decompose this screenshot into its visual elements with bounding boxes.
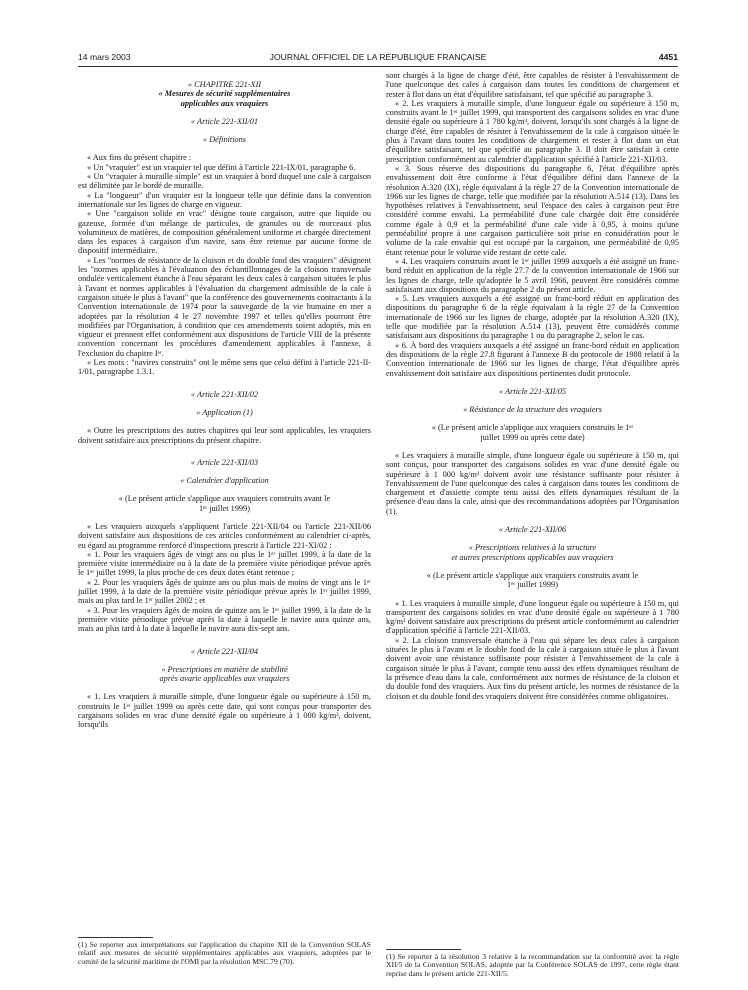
header-title: JOURNAL OFFICIEL DE LA RÉPUBLIQUE FRANÇAISE xyxy=(269,52,487,62)
footnote: (1) Se reporter aux interprétations sur l'application du chapitre XII de la Convention SOLAS relatif aux mesures de sécurité supplémentaires applicables aux vraquiers, adoptées par le comité de la sécurité maritime de l'OMI par la résolution MSC.79 (70). xyxy=(78,940,371,966)
paragraph: « 2. Pour les vraquiers âgés de quinze ans ou plus mais de moins de vingt ans le 1ᵉʳ juillet 1999, à la date de la première visite périodique prévue après le 1ᵉʳ juillet 1999, mais au plus tard le 1ᵉʳ juillet 2002 ; et xyxy=(78,577,371,606)
right-column xyxy=(386,71,679,701)
paragraph: « Les vraquiers à muraille simple, d'une longueur égale ou supérieure à 150 m, qui sont conçus, pour transporter des cargaisons solides en vrac d'une densité égale ou supérieure à 1 000 kg/m³ doivent avoir une résistance suffisante pour résister à l'envahissement de l'une quelconque des cales à cargaison dans toutes les conditions de chargement et d'assiette compte tenu aussi des effets dynamiques résultant de la présence d'eau dans la cale, ainsi que des recommandations adoptées par l'Organisation (1). xyxy=(386,450,679,516)
paragraph: « La "longueur" d'un vraquier est la longueur telle que définie dans la convention internationale sur les lignes de charge en vigueur. xyxy=(78,190,371,209)
article-heading: « Article 221-XII/02 xyxy=(190,389,259,399)
paragraph: « 6. À bord des vraquiers auxquels a été assigné un franc-bord réduit en application des dispositions de la règle 27.8 figurant à l'annexe B du protocole de 1988 relatif à la Convention internationale de 1966 sur les lignes de charge, l'état d'équilibre après envahissement doit satisfaire aux dispositions pertinentes dudit protocole. xyxy=(386,340,679,378)
article-subtitle: « Calendrier d'application xyxy=(180,476,269,486)
header-page-number: 4451 xyxy=(658,52,678,62)
paragraph: « Les vraquiers auxquels s'appliquent l'article 221-XII/04 ou l'article 221-XII/06 doivent satisfaire aux dispositions de ces articles conformément au calendrier ci-après, eu égard au programme renforcé d'inspections prescrit à l'article 221-XI/02 : xyxy=(78,521,371,550)
paragraph: « 3. Sous réserve des dispositions du paragraphe 6, l'état d'équilibre après envahissement doit être conforme à l'état d'équilibre défini dans l'annexe de la résolution A.320 (IX), règle équivalant à la règle 27 de la Convention internationale de 1966 sur les lignes de charge, telle que modifiée par la résolution A.514 (13). Dans les hypothèses relatives à l'envahissement, seul l'espace des cales à cargaison peut être considéré comme envahi. La perméabilité d'une cale chargée doit être considérée comme égale à 0,9 et la perméabilité d'une cale vide à 0,95, à moins qu'une perméabilité propre à une cargaison particulière soit prise en considération pour le volume de la cale envahie qui est occupé par la cargaison, une perméabilité de 0,95 étant retenue pour le volume vide restant de cette cale. xyxy=(386,163,679,257)
article-subtitle: après avarie applicables aux vraquiers xyxy=(159,674,290,684)
article-heading: « Article 221-XII/04 xyxy=(190,646,259,656)
application-note: « (Le présent article s'applique aux vraquiers construits le 1ᵉʳ juillet 1999 ou après cette date) xyxy=(431,423,634,442)
page-header xyxy=(78,52,678,66)
paragraph: « Un "vraquier à muraille simple" est un vraquier à bord duquel une cale à cargaison est délimitée par le bordé de muraille. xyxy=(78,172,371,191)
footnote: (1) Se reporter à la résolution 3 relative à la recommandation sur la conformité avec la règle XII/5 de la Convention SOLAS, adoptée par la Conférence SOLAS de 1997, cette règle étant reprise dans le présent article 221-XII/5. xyxy=(386,952,679,978)
header-date: 14 mars 2003 xyxy=(78,52,131,62)
application-note: « (Le présent article s'applique aux vraquiers construits avant le 1ᵉʳ juillet 1999) xyxy=(426,570,639,590)
paragraph: « 1. Les vraquiers à muraille simple, d'une longueur égale ou supérieure à 150 m, qui transportent des cargaisons solides en vrac d'une densité égale ou supérieure à 1 780 kg/m³ doivent satisfaire aux prescriptions du présent article conformément au calendrier d'application spécifié à l'article 221-XII/03. xyxy=(386,598,679,636)
paragraph: « 1. Les vraquiers à muraille simple, d'une longueur égale ou supérieure à 150 m, construits le 1ᵉʳ juillet 1999 ou après cette date, qui sont conçus pour transporter des cargaisons solides en vrac d'une densité égale ou supérieure à 1 000 kg/m³, doivent, lorsqu'ils xyxy=(78,692,371,730)
paragraph: « Aux fins du présent chapitre : xyxy=(87,153,192,163)
chapter-subtitle: applicables aux vraquiers xyxy=(180,98,269,108)
paragraph: « Les mots : "navires construits" ont le même sens que celui défini à l'article 221-II-1/01, paragraphe 1.3.1. xyxy=(78,358,371,377)
article-heading: « Article 221-XII/06 xyxy=(498,525,567,535)
footnote-rule xyxy=(78,937,153,938)
paragraph: « 2. La cloison transversale étanche à l'eau qui sépare les deux cales à cargaison situées le plus à l'avant et le double fond de la cale à cargaison située le plus à l'avant doivent avoir une résistance suffisante pour résister à l'envahissement de la cale à cargaison située le plus à l'avant, compte tenu aussi des effets dynamiques résultant de la présence d'eau dans la cale, conformément aux normes de résistance de la cloison et du double fond des vraquiers. Aux fins du présent article, les normes de résistance de la cloison et du double fond des vraquiers doivent être considérées comme obligatoires. xyxy=(386,635,679,701)
article-subtitle: « Résistance de la structure des vraquiers xyxy=(463,405,602,415)
left-column xyxy=(78,71,371,730)
article-subtitle: « Prescriptions en matière de stabilité xyxy=(161,664,288,674)
paragraph: « 5. Les vraquiers auxquels a été assigné un franc-bord réduit en application des dispositions du paragraphe 6 de la règle équivalant à la règle 27 de la Convention internationale de 1966 sur les lignes de charge, adoptée par la résolution A.320 (IX), telle que modifiée par la résolution A.514 (13), peuvent être considérés comme satisfaisant aux dispositions du paragraphe 1 ou du paragraphe 2, selon le cas. xyxy=(386,294,679,341)
paragraph: « Les "normes de résistance de la cloison et du double fond des vraquiers" désignent les "normes applicables à l'évaluation des échantillonnages de la cloison transversale ondulée verticalement étanche à l'eau séparant les deux cales à cargaison situées le plus à l'avant et normes applicables à l'évaluation du chargement admissible de la cale à cargaison située le plus à l'avant" que la conférence des gouvernements contractants à la Convention internationale de 1974 pour la sauvegarde de la vie humaine en mer a adoptées par la résolution 4 le 27 novembre 1997 et telles qu'elles pourront être modifiées par l'Organisation, à condition que ces amendements soient adoptés, mis en vigueur et prennent effet conformément aux dispositions de l'article VIII de la présente convention concernant les procédures d'amendement applicables à l'annexe, à l'exclusion du chapitre Iᵉʳ. xyxy=(78,255,371,358)
application-note: « (Le présent article s'applique aux vraquiers construits avant le 1ᵉʳ juillet 1999) xyxy=(118,494,331,513)
paragraph: sont chargés à la ligne de charge d'été, être capables de résister à l'envahissement de l'une quelconque des cales à cargaison dans toutes les conditions de chargement et rester à flot dans un état d'équilibre satisfaisant, tel que spécifié au paragraphe 3. xyxy=(386,71,679,99)
paragraph: « Un "vraquier" est un vraquier tel que défini à l'article 221-IX/01, paragraphe 6. xyxy=(87,162,356,172)
chapter-heading: « CHAPITRE 221-XII xyxy=(187,80,262,89)
article-heading: « Article 221-XII/03 xyxy=(190,457,259,467)
paragraph: « 3. Pour les vraquiers âgés de moins de quinze ans le 1ᵉʳ juillet 1999, à la date de la première visite périodique prévue après la date à laquelle le navire aura quinze ans, mais au plus tard à la date à laquelle le navire aura dix-sept ans. xyxy=(78,605,371,634)
article-subtitle: et autres prescriptions applicables aux vraquiers xyxy=(451,552,614,562)
header-rule xyxy=(78,66,678,67)
paragraph: « 1. Pour les vraquiers âgés de vingt ans ou plus le 1ᵉʳ juillet 1999, à la date de la première visite intermédiaire ou à la date de la première visite périodique prévue après le 1ᵉʳ juillet 1999, la plus proche de ces deux dates étant retenue ; xyxy=(78,549,371,578)
paragraph: « Une "cargaison solide en vrac" désigne toute cargaison, autre que liquide ou gazeuse, formée d'un mélange de particules, de granules ou de morceaux plus volumineux de matières, de composition généralement uniforme et chargée directement dans les espaces à cargaison d'un navire, sans être retenue par aucune forme de dispositif intermédiaire. xyxy=(78,209,371,256)
article-subtitle: « Définitions xyxy=(202,135,247,145)
article-heading: « Article 221-XII/05 xyxy=(498,386,567,396)
chapter-subtitle: « Mesures de sécurité supplémentaires xyxy=(158,89,291,99)
paragraph: « 2. Les vraquiers à muraille simple, d'une longueur égale ou supérieure à 150 m, construits avant le 1ᵉʳ juillet 1999, qui transportent des cargaisons solides en vrac d'une densité égale ou supérieure à 1 780 kg/m³, doivent, lorsqu'ils sont chargés à la ligne de charge d'été, être capables de résister à l'envahissement de la cale à cargaison située le plus à l'avant dans toutes les conditions de chargement et rester à flot dans un état d'équilibre satisfaisant, tel que spécifié au paragraphe 3. Il doit être satisfait à cette prescription conformément au calendrier d'application spécifié à l'article 221-XII/03. xyxy=(386,98,679,164)
footnote-rule xyxy=(386,949,461,950)
article-subtitle: « Application (1) xyxy=(196,407,253,417)
paragraph: « 4. Les vraquiers construits avant le 1ᵉʳ juillet 1999 auxquels a été assigné un franc-bord réduit en application de la règle 27.7 de la convention internationale de 1966 sur les lignes de charge, telle qu'adoptée le 5 avril 1966, peuvent être considérés comme satisfaisant aux dispositions du paragraphe 2 du présent article. xyxy=(386,256,679,294)
article-subtitle: « Prescriptions relatives à la structure xyxy=(468,543,597,553)
article-heading: « Article 221-XII/01 xyxy=(190,116,259,126)
paragraph: « Outre les prescriptions des autres chapitres qui leur sont applicables, les vraquiers doivent satisfaire aux prescriptions du présent chapitre. xyxy=(78,426,371,445)
